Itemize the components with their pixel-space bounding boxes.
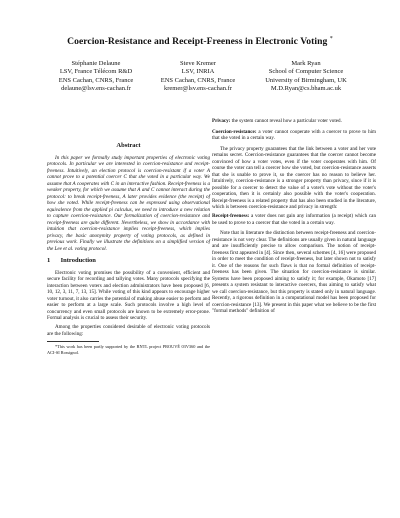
definition-term: Receipt-freeness: [212, 213, 250, 220]
intro-paragraph-2: Among the properties considered desirable of electronic voting protocols are the following: [47, 324, 210, 337]
author-affiliation-2: ENS Cachan, CNRS, France [58, 76, 134, 84]
author-1 [44, 60, 148, 93]
author-affiliation-2: University of Birmingham, UK [265, 76, 347, 84]
author-email: kremer@lsv.ens-cachan.fr [163, 84, 232, 92]
author-email: M.D.Ryan@cs.bham.ac.uk [270, 84, 342, 92]
author-3 [252, 60, 360, 93]
author-email: delaune@lsv.ens-cachan.fr [61, 84, 131, 92]
intro-paragraph-1: Electronic voting promises the possibility of a convenient, efficient and secure facility for recording and tallying votes. Many protocols specifying the interaction between voters and election administrators have been proposed [6, 10, 12, 3, 11, 7, 13, 15]. While voting of this kind appears to encourage higher voter turnout, it also carries the potential of making abuse easier to perform and easier to perform at a large scale. Such protocols involve a high level of concurrency and even small protocols are known to be extremely error-prone. Formal analysis is crucial to assess their security. [47, 269, 210, 321]
footnote: *This work has been partly supported by the RNTL project PROUVÉ 03V360 and the ACI-SI Rossignol. [47, 344, 210, 355]
footnote-rule [47, 341, 99, 342]
section-title: Introduction [60, 257, 96, 264]
abstract-heading: Abstract [116, 142, 141, 149]
author-affiliation-1: LSV, INRIA [181, 68, 215, 76]
author-affiliation-1: LSV, France Télécom R&D [59, 68, 133, 76]
definition-term: Coercion-resistance: [212, 128, 257, 135]
author-2 [146, 60, 250, 93]
definition-text: a voter does not gain any information (a receipt) which can be used to prove to a coercer that she voted in a certain way. [212, 213, 376, 226]
definition-text: the system cannot reveal how a particular voter voted. [231, 118, 342, 124]
left-column [47, 143, 210, 355]
definition-privacy [212, 118, 376, 125]
author-affiliation-1: School of Computer Science [268, 68, 344, 76]
privacy-paragraph: The privacy property guarantees that the link between a voter and her vote remains secret. Coercion-resistance guarantees that the coercer cannot become convinced of how a voter votes, even if the voter cooperates with him. Of course the voter can tell a coercer how she voted, but coercion-resistance asserts that she is unable to prove it, so the coercer has no reason to believe her. Intuitively, coercion-resistance is a stronger property than privacy, since if it is possible for a coercer to detect the value of a voter's vote without the voter's cooperation, then it is certainly also possible with the voter's cooperation. Receipt-freeness is a related property that has also been studied in the literature, which is between coercion-resistance and privacy in strength: [212, 145, 376, 210]
author-affiliation-2: ENS Cachan, CNRS, France [160, 76, 236, 84]
right-column [212, 118, 376, 317]
author-name: Steve Kremer [180, 60, 216, 67]
paper-title [0, 36, 400, 47]
definition-text: a voter cannot cooperate with a coercer to prove to him that she voted in a certain way. [212, 128, 376, 141]
section-heading [47, 258, 210, 265]
abstract-text: In this paper we formally study important properties of electronic voting protocols. In particular we are interested in coercion-resistance and receipt-freeness. Intuitively, an election protocol is coercion-resistant if a voter A cannot prove to a potential coercer C that she voted in a particular way. We assume that A cooperates with C in an interactive fashion. Receipt-freeness is a weaker property, for which we assume that A and C cannot interact during the protocol: to break receipt-freeness, A later provides evidence (the receipt) of how she voted. While receipt-freeness can be expressed using observational equivalence from the applied pi calculus, we need to introduce a new relation to capture coercion-resistance. Our formalization of coercion-resistance and receipt-freeness are quite different. Nevertheless, we show in accordance with intuition that coercion-resistance implies receipt-freeness, which implies privacy, the basic anonymity property of voting protocols, as defined in previous work. Finally we illustrate the definitions on a simplified version of the Lee et al. voting protocol. [47, 154, 210, 252]
definition-term: Privacy: [212, 118, 231, 124]
author-name: Mark Ryan [291, 60, 321, 67]
author-name: Stéphanie Delaune [71, 60, 121, 67]
definition-coercion-resistance [212, 129, 376, 142]
paper-title-text: Coercion-Resistance and Receipt-Freeness in Electronic Voting [67, 36, 328, 48]
note-paragraph: Note that in literature the distinction between receipt-freeness and coercion-resistance is not very clear. The definitions are usually given in natural language and are insufficiently precise to allow comparison. The notion of receipt-freeness first appeared in [4]. Since then, several schemes [4, 16] were proposed in order to meet the condition of receipt-freeness, but later shown not to satisfy it. One of the reasons for such flaws is that no formal definition of receipt-freeness has been given. The situation for coercion-resistance is similar. Systems have been proposed aiming to satisfy it; for example, Okamoto [17] presents a system resistant to interactive coercers, thus aiming to satisfy what we call coercion-resistance, but this property is stated only in natural language. Recently, a rigorous definition in a computational model has been proposed for coercion-resistance [13]. We present in this paper what we believe to be the first "formal methods" definition of [212, 230, 376, 315]
definition-receipt-freeness [212, 213, 376, 226]
author-block [0, 60, 400, 112]
section-number: 1 [47, 257, 51, 264]
title-footnote-mark: * [329, 36, 333, 42]
